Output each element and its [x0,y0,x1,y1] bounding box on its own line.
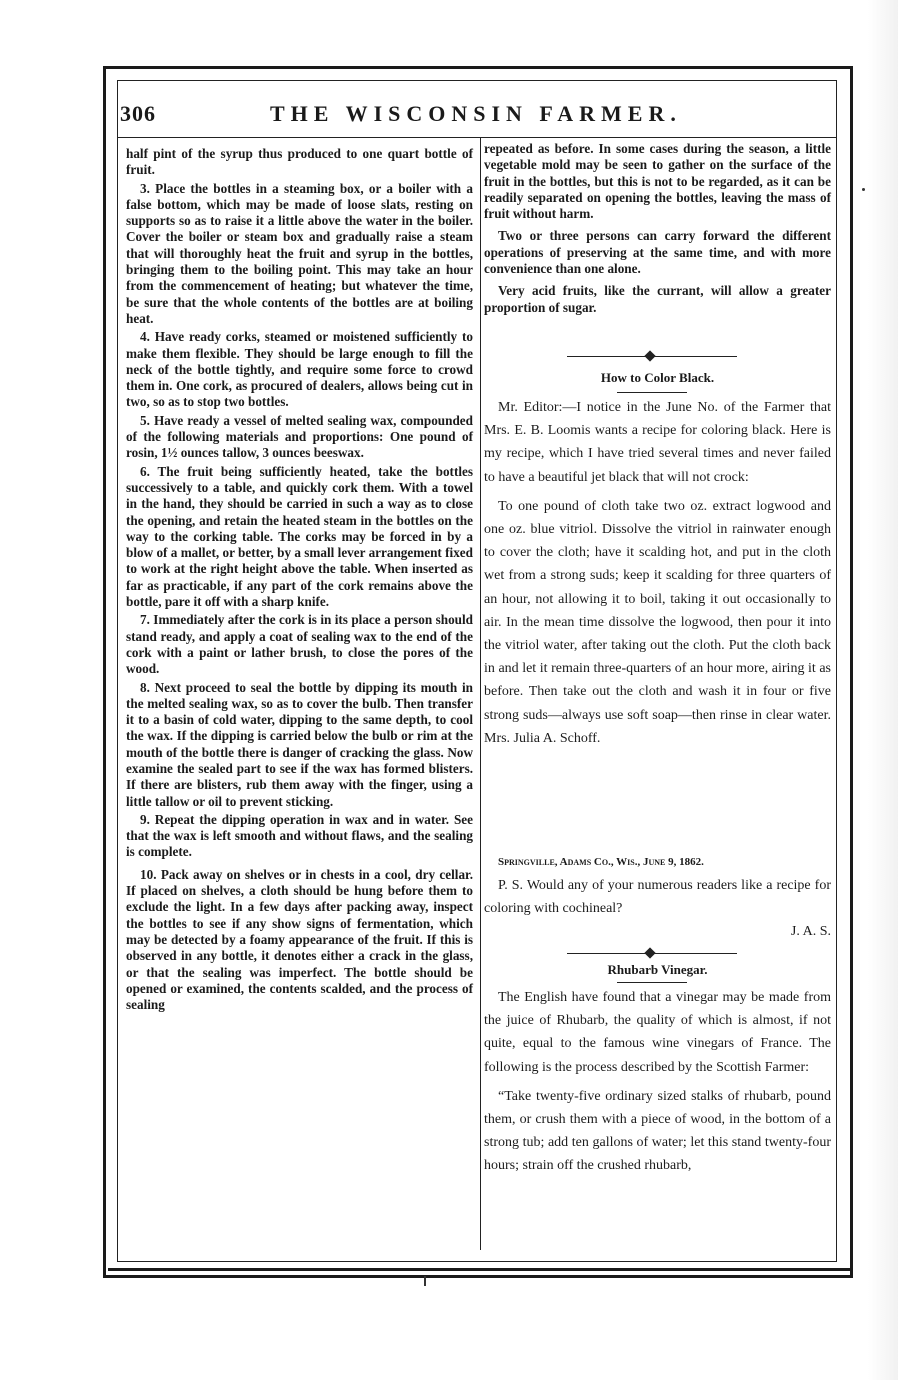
signature: J. A. S. [790,924,831,940]
paragraph: 6. The fruit being sufficiently heated, take the bottles successively to a table, and quickly cork them. With a towel in the hand, they should be carried in such a way as to close the opening, and retain the heated steam in the bottles on the way to the corking table. The corks may be forced in by a blow of a mallet, or better, by a small lever arrangement fixed to work at the right height above the table. When inserted as far as practicable, if any part of the cork remains above the bottle, pare it off with a sharp knife. [126,463,473,610]
section-separator [567,953,737,954]
paragraph: half pint of the syrup thus produced to one quart bottle of fruit. [126,146,473,178]
section-separator [567,356,737,357]
dateline: Springville, Adams Co., Wis., June 9, 1862. [498,856,704,868]
bottom-border-rule [108,1268,853,1271]
article-black-body [484,396,831,750]
article-black-postscript [484,874,831,944]
header-rule [118,137,836,138]
paragraph: Mr. Editor:—I notice in the June No. of the Farmer that Mrs. E. B. Loomis wants a recipe for coloring black. Here is my recipe, which I have tried several times and never failed to have a beautiful jet black that will not crock: [484,400,831,485]
paragraph: Two or three persons can carry forward the different operations of preserving at the same time, and with more convenience than one alone. [484,228,831,277]
paragraph: 9. Repeat the dipping operation in wax and in water. See that the wax is left smooth and without flaws, and the sealing is complete. [126,811,473,860]
masthead-title: THE WISCONSIN FARMER. [270,101,682,126]
paragraph: Very acid fruits, like the currant, will allow a greater proportion of sugar. [484,283,831,315]
paragraph: 7. Immediately after the cork is in its place a person should stand ready, and apply a coat of sealing wax to the end of the cork with a paint or lather brush, to close the pores of the wood. [126,612,473,677]
paragraph: To one pound of cloth take two oz. extract logwood and one oz. blue vitriol. Dissolve the vitriol in rainwater enough to cover the cloth; have it scalding hot, and put in the cloth wet from a strong suds; keep it scalding for three quarters of an hour, not allowing it to boil, taking it out occasionally to air. In the mean time dissolve the logwood, then pour it into the vitriol water, after taking out the cloth. Put the cloth back in and let it remain three-quarters of an hour more, airing it as before. Then take out the cloth and wash it in four or five strong suds—always use soft soap—then rinse in clear water. Mrs. Julia A. Schoff. [484,498,831,746]
paragraph: “Take twenty-five ordinary sized stalks of rhubarb, pound them, or crush them with a piece of wood, in the bottom of a strong tub; add ten gallons of water; let this stand twenty-four hours; strain off the crushed rhubarb, [484,1088,831,1174]
article-vinegar-body [484,986,831,1178]
paragraph: The English have found that a vinegar may be made from the juice of Rhubarb, the quality of which is almost, if not quite, equal to the famous wine vinegars of France. The following is the process described by the Scottish Farmer: [484,990,831,1075]
paragraph: 10. Pack away on shelves or in chests in a cool, dry cellar. If placed on shelves, a cloth should be hung before them to exclude the light. In a few days after packing away, inspect the bottles to see if any show signs of fermentation, which may be detected by a foamy appearance of the fruit. If this is observed in any bottle, it denotes either a crack in the glass, or that the sealing was imperfect. The bottle should be opened or examined, the contents scalded, and the process of sealing [126,866,473,1013]
column-divider [480,138,481,1250]
paragraph: 8. Next proceed to seal the bottle by dipping its mouth in the melted sealing wax, so as to cover the bulb. Then transfer it to a basin of cold water, dipping to the same depth, to cool the wax. If the dipping is carried below the bulb or rim at the mouth of the bottle there is danger of cracking the glass. Now examine the sealed part to see if the wax has formed blisters. If there are blisters, rub them away with the finger, using a little tallow or oil to prevent sticking. [126,679,473,809]
paragraph: repeated as before. In some cases during the season, a little vegetable mold may be seen to gather on the surface of the fruit in the bottles, but this is not to be regarded, as it can be readily separated on opening the bottles, leaving the mass of fruit without harm. [484,141,831,222]
article-title-black: How to Color Black. [600,370,715,385]
left-column [126,146,473,1015]
paragraph: 4. Have ready corks, steamed or moistened sufficiently to make them flexible. They should be large enough to fill the neck of the bottle tightly, and require some force to crowd them in. One cork, as procured of dealers, allows being cut in two, so as to stop two bottles. [126,329,473,410]
postscript: P. S. Would any of your numerous readers like a recipe for coloring with cochineal? [484,878,831,917]
scan-speck [424,1276,426,1286]
paragraph: 3. Place the bottles in a steaming box, or a boiler with a false bottom, which may be made of loose slats, resting on supports so as to raise it a little above the water in the boiler. Cover the boiler or steam box and gradually raise a steam that will thoroughly heat the fruit and syrup in the bottles, bringing them to the boiling point. This may take an hour from the commencement of heating; but whatever the time, be sure that the whole contents of the bottles are at boiling heat. [126,180,473,326]
article-title-vinegar: Rhubarb Vinegar. [607,962,708,977]
scan-speck [862,188,865,191]
title-underline [617,982,687,983]
right-column-continuation [484,141,831,322]
paragraph: 5. Have ready a vessel of melted sealing wax, compounded of the following materials and proportions: One pound of rosin, 1½ ounces tallow, 3 ounces beeswax. [126,412,473,461]
page-number: 306 [120,101,156,126]
title-underline [617,392,687,393]
scan-edge-shading [868,0,898,1380]
